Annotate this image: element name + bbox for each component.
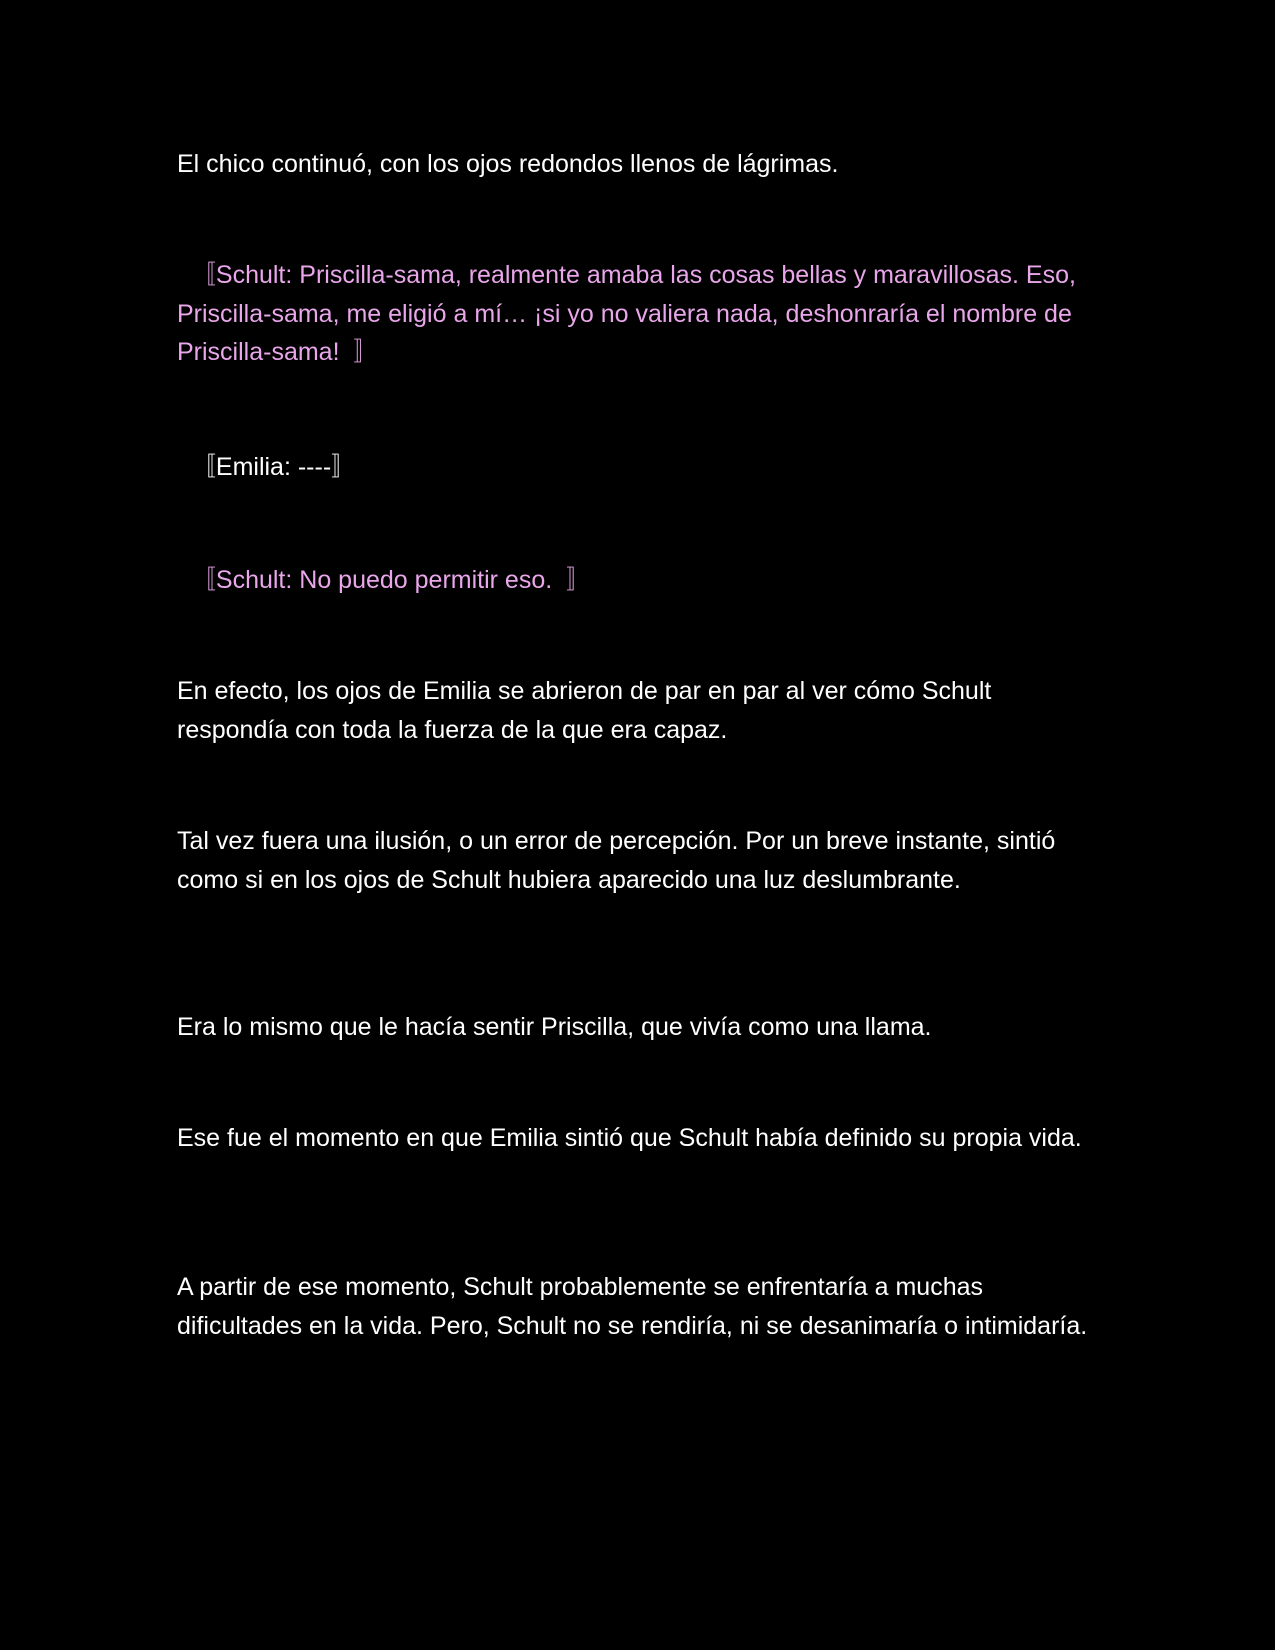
narration-paragraph: En efecto, los ojos de Emilia se abrieron de par en par al ver cómo Schult respondía con toda la fuerza de la que era capaz. [177,677,992,744]
narration-paragraph: A partir de ese momento, Schult probablemente se enfrentaría a muchas dificultades en la vida. Pero, Schult no se rendiría, ni se desanimaría o intimidaría. [177,1273,1088,1340]
document-page [177,0,1097,1650]
narration-paragraph: Ese fue el momento en que Emilia sintió que Schult había definido su propia vida. [177,1124,1082,1152]
narration-paragraph: Era lo mismo que le hacía sentir Priscilla, que vivía como una llama. [177,1013,932,1041]
schult-dialogue: 〚Schult: No puedo permitir eso. 〛 [177,566,592,594]
schult-dialogue: 〚Schult: Priscilla-sama, realmente amaba las cosas bellas y maravillosas. Eso, Priscilla-sama, me eligió a mí… ¡si yo no valiera nada, deshonraría el nombre de Priscilla-sama! 〛 [177,261,1076,366]
narration-paragraph: El chico continuó, con los ojos redondos llenos de lágrimas. [177,150,839,178]
emilia-dialogue: 〚Emilia: ----〛 [177,453,357,481]
narration-paragraph: Tal vez fuera una ilusión, o un error de percepción. Por un breve instante, sintió como si en los ojos de Schult hubiera aparecido una luz deslumbrante. [177,827,1056,894]
